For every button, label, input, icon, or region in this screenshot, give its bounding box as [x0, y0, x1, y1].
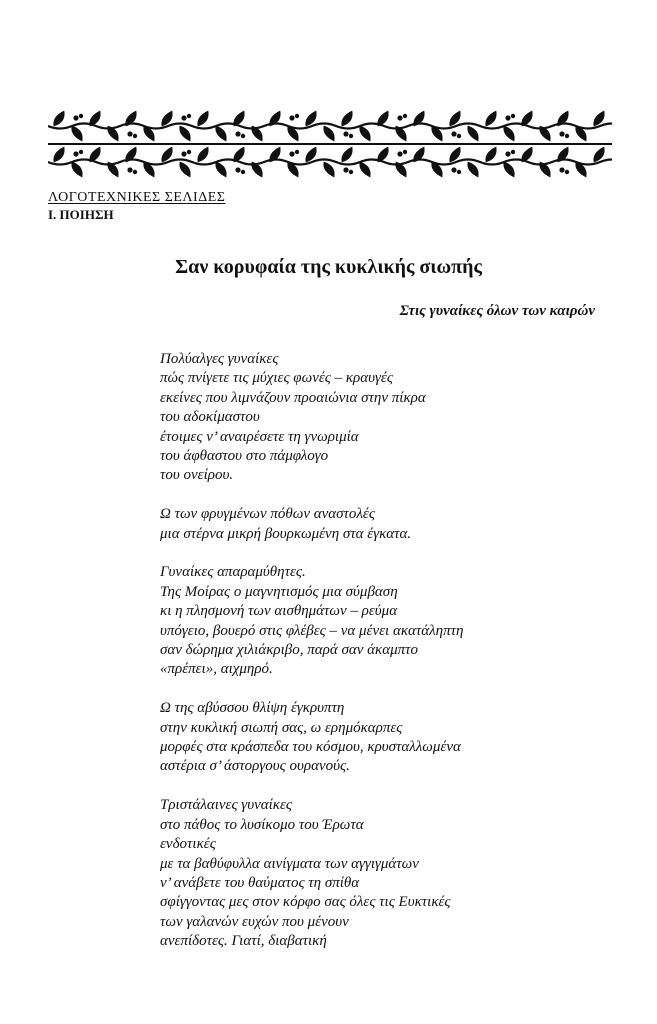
poem-line: ν’ ανάβετε του θαύματος τη σπίθα: [160, 874, 360, 891]
poem-line: μορφές στα κράσπεδα του κόσμου, κρυσταλλωμένα: [160, 739, 461, 756]
poem-dedication: Στις γυναίκες όλων των καιρών: [399, 303, 595, 319]
poem-line: σφίγγοντας μες στον κόρφο σας όλες τις Ευκτικές: [160, 894, 451, 911]
section-subtitle: Ι. ΠΟΙΗΣΗ: [48, 207, 114, 222]
poem-line: Ω της αβύσσου θλίψη έγκρυπτη: [160, 700, 345, 717]
poem-line: στο πάθος το λυσίκομο του Έρωτα: [160, 816, 364, 833]
poem-line: Ω των φρυγμένων πόθων αναστολές: [160, 506, 375, 523]
laurel-vine-border-icon: [48, 100, 612, 184]
poem-title: Σαν κορυφαία της κυκλικής σιωπής: [175, 256, 482, 278]
poem-line: ανεπίδοτες. Γιατί, διαβατική: [160, 933, 327, 950]
poem-line: μια στέρνα μικρή βουρκωμένη στα έγκατα.: [160, 525, 412, 542]
poem-line: του ονείρου.: [160, 467, 234, 484]
poem-line: «πρέπει», αιχμηρό.: [160, 661, 273, 678]
poem-line: υπόγειο, βουερό στις φλέβες – να μένει ακατάληπτη: [160, 622, 464, 639]
poem-line: κι η πλησμονή των αισθημάτων – ρεύμα: [160, 603, 398, 620]
poem-stanza: [160, 505, 630, 544]
poem-line: αστέρια σ’ άστοργους ουρανούς.: [160, 758, 350, 775]
poem-body: [160, 350, 630, 971]
poem-line: Της Μοίρας ο μαγνητισμός μια σύμβαση: [160, 583, 398, 600]
poem-line: ενδοτικές: [160, 836, 216, 853]
poem-stanza: [160, 796, 630, 951]
poem-line: στην κυκλική σιωπή σας, ω ερημόκαρπες: [160, 719, 403, 736]
poem-line: των γαλανών ευχών που μένουν: [160, 913, 349, 930]
poem-line: πώς πνίγετε τις μύχιες φωνές – κραυγές: [160, 370, 393, 387]
poem-line: Τριστάλαινες γυναίκες: [160, 797, 292, 814]
poem-line: έτοιμες ν’ αναιρέσετε τη γνωριμία: [160, 428, 359, 445]
poem-line: του αδοκίμαστου: [160, 409, 260, 426]
poem-line: του άφθαστου στο πάμφλογο: [160, 448, 329, 465]
section-title: ΛΟΓΟΤΕΧΝΙΚΕΣ ΣΕΛΙΔΕΣ: [48, 190, 226, 205]
poem-line: Γυναίκες απαραμύθητες.: [160, 564, 306, 581]
poem-line: Πολύαλγες γυναίκες: [160, 351, 279, 367]
poem-line: εκείνες που λιμνάζουν προαιώνια στην πίκρα: [160, 389, 426, 406]
poem-line: σαν δώρημα χιλιάκριβο, παρά σαν άκαμπτο: [160, 642, 419, 659]
poem-line: με τα βαθύφυλλα αινίγματα των αγγιγμάτων: [160, 855, 419, 872]
poem-stanza: [160, 699, 630, 777]
poem-stanza: [160, 563, 630, 679]
poem-stanza: [160, 350, 630, 486]
